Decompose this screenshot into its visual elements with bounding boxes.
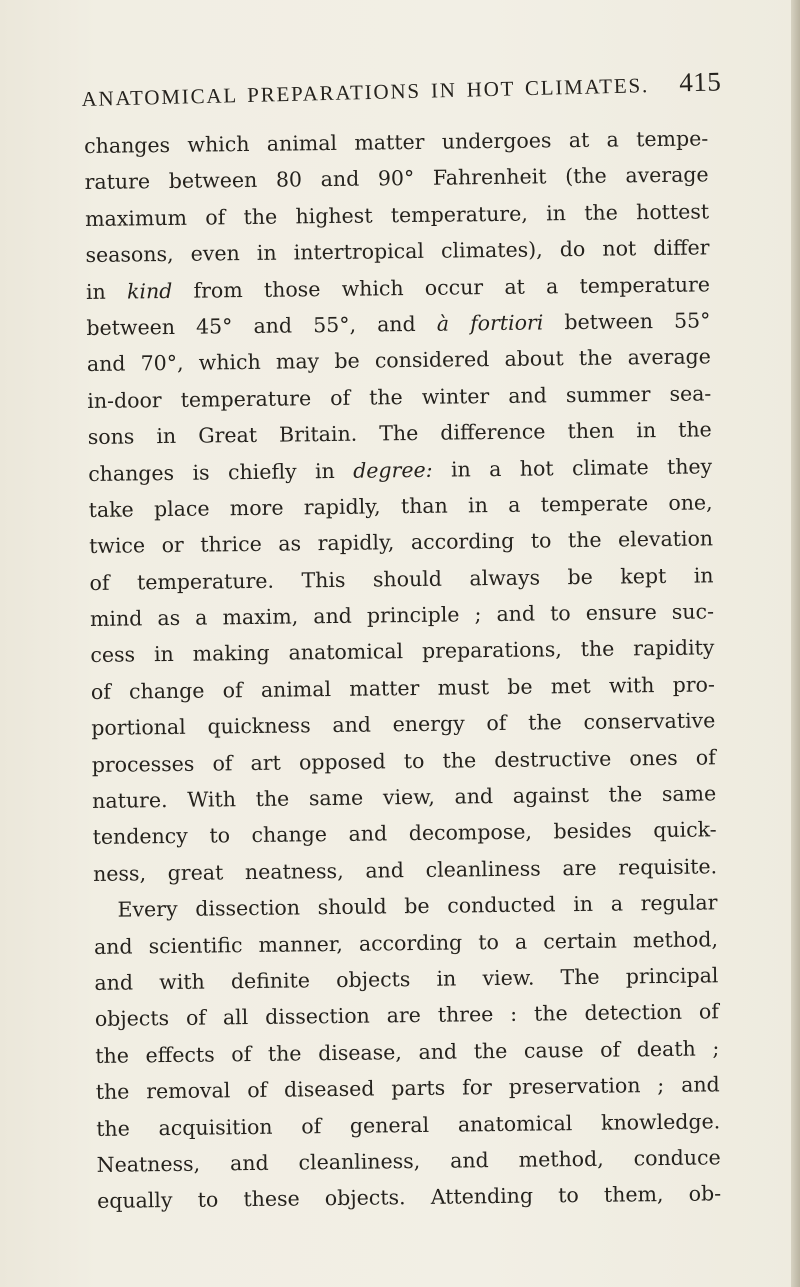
text-line-17: portional quickness and energy of the conservative bbox=[91, 708, 716, 741]
text-line-26: the effects of the disease, and the cause of death ; bbox=[95, 1036, 720, 1068]
running-head-title: ANATOMICAL PREPARATIONS IN HOT CLIMATES. bbox=[81, 73, 650, 112]
text-line-20: tendency to change and decompose, besides quick- bbox=[92, 817, 717, 850]
italic-kind: kind bbox=[126, 278, 173, 304]
text-line-01: changes which animal matter undergoes at a tempe- bbox=[84, 126, 709, 158]
text-line-13: of temperature. This should always be kept in bbox=[89, 563, 714, 595]
text-line-15: cess in making anatomical preparations, the rapidity bbox=[90, 635, 715, 668]
text-line-27: the removal of diseased parts for preservation ; and bbox=[95, 1072, 720, 1105]
text-line-03: maximum of the highest temperature, in the hottest bbox=[84, 199, 710, 231]
text-line-18: processes of art opposed to the destructive ones of bbox=[91, 744, 716, 777]
text-line-07: and 70°, which may be considered about the average bbox=[86, 344, 711, 377]
text-line-05-part-3: from those which occur at a temperature bbox=[172, 271, 711, 303]
running-head bbox=[81, 66, 722, 118]
text-line-23: and scientific manner, according to a certain method, bbox=[93, 926, 719, 959]
text-line-05-part-1: in bbox=[85, 279, 128, 304]
text-line-04: seasons, even in intertropical climates), do not differ bbox=[85, 235, 710, 268]
page-number: 415 bbox=[678, 66, 722, 98]
italic-degree: degree: bbox=[353, 457, 433, 483]
text-line-10-part-1: changes is chiefly in bbox=[88, 458, 354, 486]
text-line-24: and with definite objects in view. The principal bbox=[94, 963, 719, 995]
text-line-30: equally to these objects. Attending to them, ob- bbox=[96, 1181, 722, 1214]
text-line-21: ness, great neatness, and cleanliness are requisite. bbox=[92, 854, 718, 886]
text-line-29: Neatness, and cleanliness, and method, conduce bbox=[96, 1145, 721, 1177]
text-line-10-part-3: in a hot climate they bbox=[432, 453, 713, 482]
text-line-09: sons in Great Britain. The difference then in the bbox=[87, 417, 712, 450]
text-line-06-part-3: between 55° bbox=[543, 308, 711, 335]
text-line-11: take place more rapidly, than in a temperate one, bbox=[88, 490, 713, 522]
text-line-02: rature between 80 and 90° Fahrenheit (the average bbox=[84, 162, 709, 195]
italic-a-fortiori: à fortiori bbox=[436, 310, 544, 336]
text-line-19: nature. With the same view, and against the same bbox=[92, 781, 717, 813]
text-line-14: mind as a maxim, and principle ; and to ensure suc- bbox=[89, 599, 715, 632]
text-line-22: Every dissection should be conducted in a regular bbox=[117, 890, 718, 922]
text-line-12: twice or thrice as rapidly, according to the elevation bbox=[88, 526, 714, 559]
page-edge-shadow bbox=[791, 0, 800, 1287]
text-line-16: of change of animal matter must be met with pro- bbox=[90, 672, 715, 704]
text-line-25: objects of all dissection are three : the detection of bbox=[94, 999, 719, 1032]
text-line-28: the acquisition of general anatomical knowledge. bbox=[96, 1108, 721, 1141]
text-line-06-part-1: between 45° and 55°, and bbox=[86, 311, 437, 340]
body-text bbox=[84, 120, 721, 1219]
text-line-08: in-door temperature of the winter and summer sea- bbox=[87, 381, 712, 413]
